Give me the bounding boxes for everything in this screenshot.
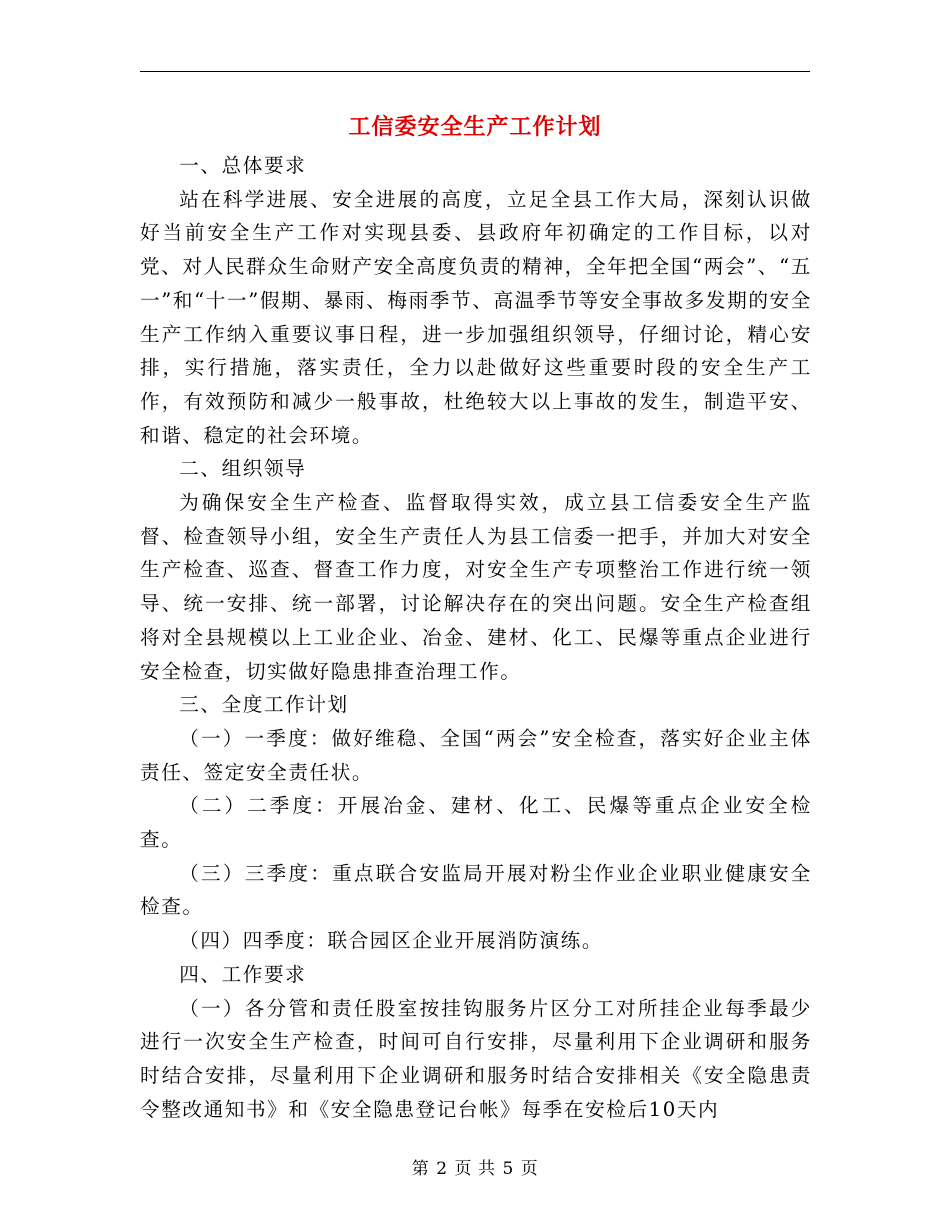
section-heading: 二、组织领导 <box>179 457 307 481</box>
plan-item: （二）二季度：开展冶金、建材、化工、民爆等重点企业安全检查。 <box>140 794 812 852</box>
footer-suffix: 页 <box>520 1159 539 1179</box>
section-heading: 四、工作要求 <box>179 962 307 986</box>
footer-total-pages: 5 <box>502 1159 514 1179</box>
footer-middle: 页 共 <box>454 1159 496 1179</box>
body-paragraph: 站在科学进展、安全进展的高度，立足全县工作大局，深刻认识做好当前安全生产工作对实现县委、县政府年初确定的工作目标，以对党、对人民群众生命财产安全高度负责的精神，全年把全国“两会”、“五一”和“十一”假期、暴雨、梅雨季节、高温季节等安全事故多发期的安全生产工作纳入重要议事日程，进一步加强组织领导，仔细讨论，精心安排，实行措施，落实责任，全力以赴做好这些重要时段的安全生产工作，有效预防和减少一般事故，杜绝较大以上事故的发生，制造平安、和谐、稳定的社会环境。 <box>140 187 812 447</box>
plan-item: （四）四季度：联合园区企业开展消防演练。 <box>179 929 604 953</box>
document-title: 工信委安全生产工作计划 <box>348 114 602 140</box>
plan-item: （一）一季度：做好维稳、全国“两会”安全检查，落实好企业主体责任、签定安全责任状。 <box>140 726 812 784</box>
footer-page-number: 2 <box>436 1159 448 1179</box>
page-footer <box>0 1154 950 1179</box>
header-rule <box>140 71 810 72</box>
body-paragraph: （一）各分管和责任股室按挂钩服务片区分工对所挂企业每季最少进行一次安全生产检查，时间可自行安排，尽量利用下企业调研和服务时结合安排，尽量利用下企业调研和服务时结合安排相关《安全隐患责令整改通知书》和《安全隐患登记台帐》每季在安检后10天内 <box>140 996 812 1121</box>
footer-prefix: 第 <box>411 1159 430 1179</box>
body-paragraph: 为确保安全生产检查、监督取得实效，成立县工信委安全生产监督、检查领导小组，安全生产责任人为县工信委一把手，并加大对安全生产检查、巡查、督查工作力度，对安全生产专项整治工作进行统一领导、统一安排、统一部署，讨论解决存在的突出问题。安全生产检查组将对全县规模以上工业企业、冶金、建材、化工、民爆等重点企业进行安全检查，切实做好隐患排查治理工作。 <box>140 491 812 683</box>
section-heading: 三、全度工作计划 <box>179 693 349 717</box>
section-heading: 一、总体要求 <box>179 154 307 177</box>
plan-item: （三）三季度：重点联合安监局开展对粉尘作业企业职业健康安全检查。 <box>140 861 812 919</box>
document-body <box>140 149 812 1126</box>
